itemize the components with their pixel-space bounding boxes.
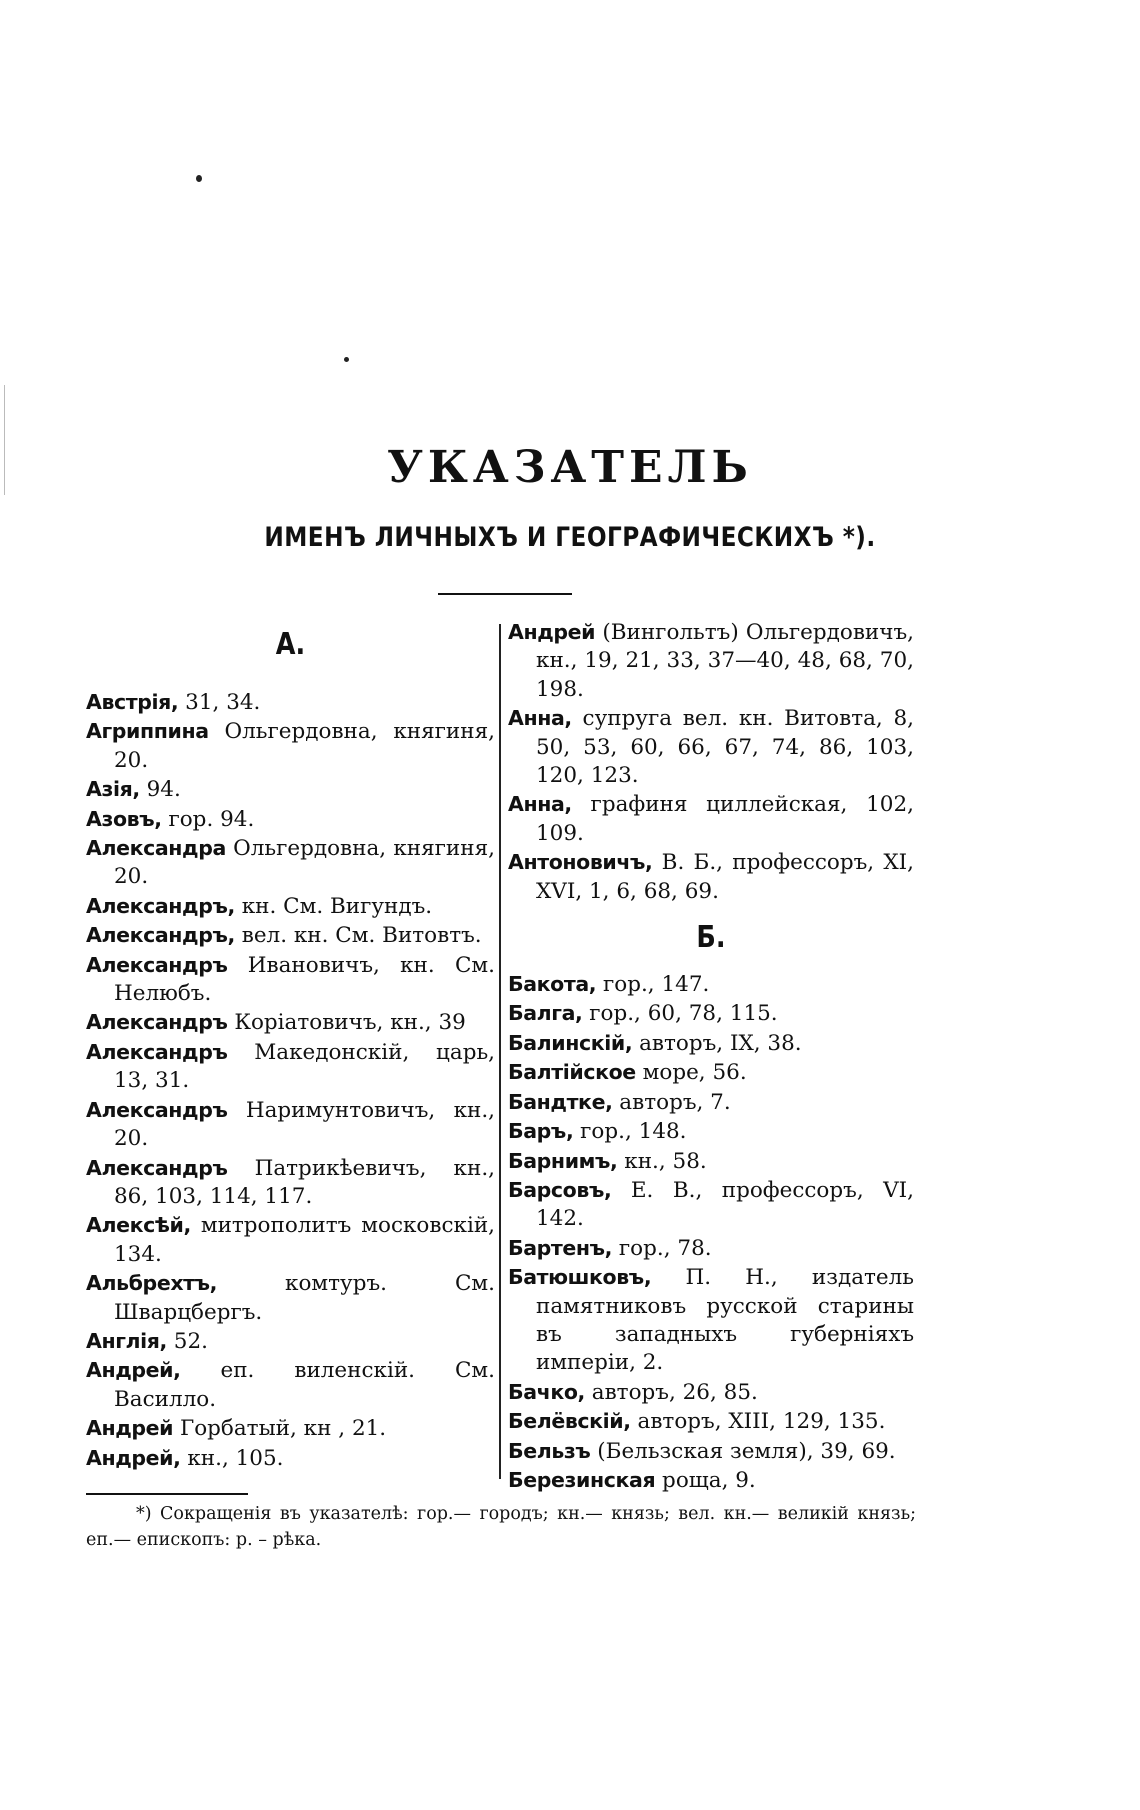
entry-headword: Березинская — [508, 1467, 656, 1492]
index-entry — [508, 848, 914, 906]
entry-references: авторъ, 26, 85. — [584, 1379, 758, 1405]
index-entry — [508, 1176, 914, 1234]
index-entry — [86, 688, 495, 717]
index-column-right — [508, 618, 914, 1495]
index-entry — [86, 775, 495, 804]
print-speck — [344, 357, 349, 362]
index-entry — [508, 1147, 914, 1176]
entry-references: гор., 148. — [573, 1119, 687, 1145]
entry-headword: Алексѣй, — [86, 1213, 191, 1238]
entry-headword: Анна, — [508, 706, 572, 731]
entry-headword: Агриппина — [86, 719, 209, 744]
entry-headword: Александръ — [86, 1155, 228, 1180]
entry-headword: Александръ — [86, 1097, 228, 1122]
entry-references: Македонскій, царь, 13, 31. — [114, 1039, 495, 1094]
entry-headword: Азовъ, — [86, 806, 162, 831]
index-entry — [86, 921, 495, 950]
index-entry — [86, 1269, 495, 1327]
entry-headword: Анна, — [508, 792, 572, 817]
entry-headword: Антоновичъ, — [508, 850, 653, 875]
entry-references: комтуръ. См. Шварцбергъ. — [114, 1271, 495, 1325]
entry-references: вел. кн. См. Витовтъ. — [234, 923, 482, 949]
title-rule — [438, 593, 572, 595]
entry-references: 94. — [139, 777, 181, 803]
entry-references: еп. виленскій. См. Василло. — [114, 1358, 495, 1412]
entry-references: 31, 34. — [178, 690, 261, 715]
index-column-left — [86, 618, 495, 1473]
entry-headword: Александръ — [86, 1039, 228, 1064]
entry-headword: Батюшковъ, — [508, 1265, 652, 1290]
entry-headword: Бачко, — [508, 1379, 585, 1404]
entry-list — [508, 618, 914, 906]
entry-headword: Александръ, — [86, 893, 235, 918]
entry-references: гор., 147. — [596, 972, 710, 998]
entry-headword: Бартенъ, — [508, 1235, 613, 1260]
print-speck — [196, 175, 202, 182]
entry-references: кн., 58. — [617, 1148, 707, 1174]
entry-references: митрополитъ московскій, 134. — [114, 1213, 495, 1267]
index-entry — [508, 999, 914, 1028]
entry-references: Ивановичъ, кн. См. Нелюбъ. — [114, 952, 495, 1007]
index-entry — [86, 1414, 495, 1443]
entry-references: Коріатовичъ, кн., 39 — [227, 1010, 466, 1036]
entry-references: (Бельзская земля), 39, 69. — [590, 1438, 896, 1464]
index-entry — [86, 1211, 495, 1269]
entry-references: Наримунтовичъ, кн., 20. — [114, 1097, 495, 1152]
index-entry — [508, 970, 914, 999]
index-entry — [508, 790, 914, 848]
index-entry — [86, 1327, 495, 1356]
index-entry — [508, 1378, 914, 1407]
index-entry — [86, 1096, 495, 1154]
entry-headword: Азія, — [86, 777, 140, 802]
page-subtitle: ИМЕНЪ ЛИЧНЫХЪ И ГЕОГРАФИЧЕСКИХЪ *). — [264, 522, 876, 553]
section-letter-a: А. — [275, 627, 306, 662]
section-letter-b: Б. — [696, 920, 726, 956]
entry-headword: Балтійское — [508, 1060, 636, 1085]
entry-headword: Балинскій, — [508, 1030, 633, 1055]
entry-list — [86, 688, 495, 1473]
footnote: *) Сокращенія въ указателѣ: гор.— городъ; кн.— князь; вел. кн.— великій князь; еп.— епископъ: р. – рѣка. — [86, 1504, 916, 1550]
entry-headword: Белёвскій, — [508, 1409, 631, 1434]
entry-references: Патрикѣевичъ, кн., 86, 103, 114, 117. — [114, 1155, 495, 1209]
entry-references: море, 56. — [635, 1060, 747, 1086]
index-entry — [86, 1008, 495, 1037]
entry-list — [508, 970, 914, 1495]
entry-headword: Андрей — [86, 1416, 174, 1441]
index-entry — [508, 1029, 914, 1058]
index-entry — [508, 704, 914, 790]
entry-headword: Андрей, — [86, 1358, 181, 1383]
entry-headword: Барсовъ, — [508, 1177, 612, 1202]
entry-references: (Вингольтъ) Ольгердовичъ, кн., 19, 21, 33, 37—40, 48, 68, 70, 198. — [536, 620, 914, 702]
entry-headword: Бельзъ — [508, 1438, 591, 1463]
entry-headword: Англія, — [86, 1328, 167, 1353]
index-entry — [86, 1154, 495, 1212]
entry-references: авторъ, XIII, 129, 135. — [630, 1409, 886, 1435]
entry-headword: Бандтке, — [508, 1089, 613, 1114]
entry-headword: Балга, — [508, 1001, 583, 1026]
entry-headword: Александръ, — [86, 923, 235, 948]
entry-references: П. Н., издатель памятниковъ русской старины въ западныхъ губерніяхъ имперіи, 2. — [536, 1265, 914, 1376]
index-entry — [86, 1356, 495, 1414]
index-entry — [86, 1038, 495, 1096]
column-divider — [499, 624, 501, 1479]
index-entry — [508, 1088, 914, 1117]
index-entry — [508, 1437, 914, 1466]
entry-references: гор., 60, 78, 115. — [582, 1001, 778, 1027]
index-entry — [86, 892, 495, 921]
entry-headword: Барнимъ, — [508, 1148, 618, 1173]
entry-references: Е. В., профессоръ, VI, 142. — [536, 1177, 914, 1232]
entry-references: кн., 105. — [180, 1445, 284, 1471]
index-entry — [86, 1444, 495, 1473]
footnote-rule — [86, 1493, 248, 1495]
entry-references: авторъ, 7. — [612, 1089, 731, 1115]
entry-references: авторъ, IX, 38. — [632, 1030, 802, 1056]
entry-headword: Австрія, — [86, 690, 179, 714]
entry-headword: Андрей, — [86, 1445, 181, 1470]
entry-references: 52. — [166, 1328, 208, 1354]
index-entry — [508, 1117, 914, 1146]
index-entry — [508, 1407, 914, 1436]
index-entry — [86, 951, 495, 1009]
entry-references: роща, 9. — [655, 1467, 756, 1493]
entry-references: супруга вел. кн. Витовта, 8, 50, 53, 60, 66, 67, 74, 86, 103, 120, 123. — [536, 706, 914, 789]
index-entry — [508, 1058, 914, 1087]
index-entry — [86, 717, 495, 775]
entry-references: Горбатый, кн , 21. — [173, 1416, 387, 1442]
entry-references: гор. 94. — [161, 806, 255, 832]
entry-references: В. Б., профессоръ, XI, XVI, 1, 6, 68, 69. — [536, 850, 914, 904]
page-title: УКАЗАТЕЛЬ — [387, 442, 753, 493]
entry-headword: Александра — [86, 836, 226, 861]
index-entry — [508, 1466, 914, 1495]
index-entry — [508, 1263, 914, 1378]
entry-headword: Андрей — [508, 620, 596, 644]
entry-headword: Альбрехтъ, — [86, 1271, 218, 1296]
index-entry — [508, 618, 914, 704]
entry-references: графиня циллейская, 102, 109. — [536, 792, 914, 846]
entry-references: гор., 78. — [612, 1235, 712, 1261]
index-entry — [508, 1234, 914, 1263]
index-entry — [86, 805, 495, 834]
entry-references: Ольгердовна, княгиня, 20. — [114, 719, 495, 773]
entry-headword: Александръ — [86, 1010, 228, 1035]
entry-headword: Бакота, — [508, 972, 597, 997]
entry-references: кн. См. Вигундъ. — [234, 893, 433, 919]
entry-headword: Баръ, — [508, 1119, 574, 1144]
entry-headword: Александръ — [86, 952, 228, 977]
index-entry — [86, 834, 495, 892]
entry-references: Ольгердовна, княгиня, 20. — [114, 836, 495, 890]
